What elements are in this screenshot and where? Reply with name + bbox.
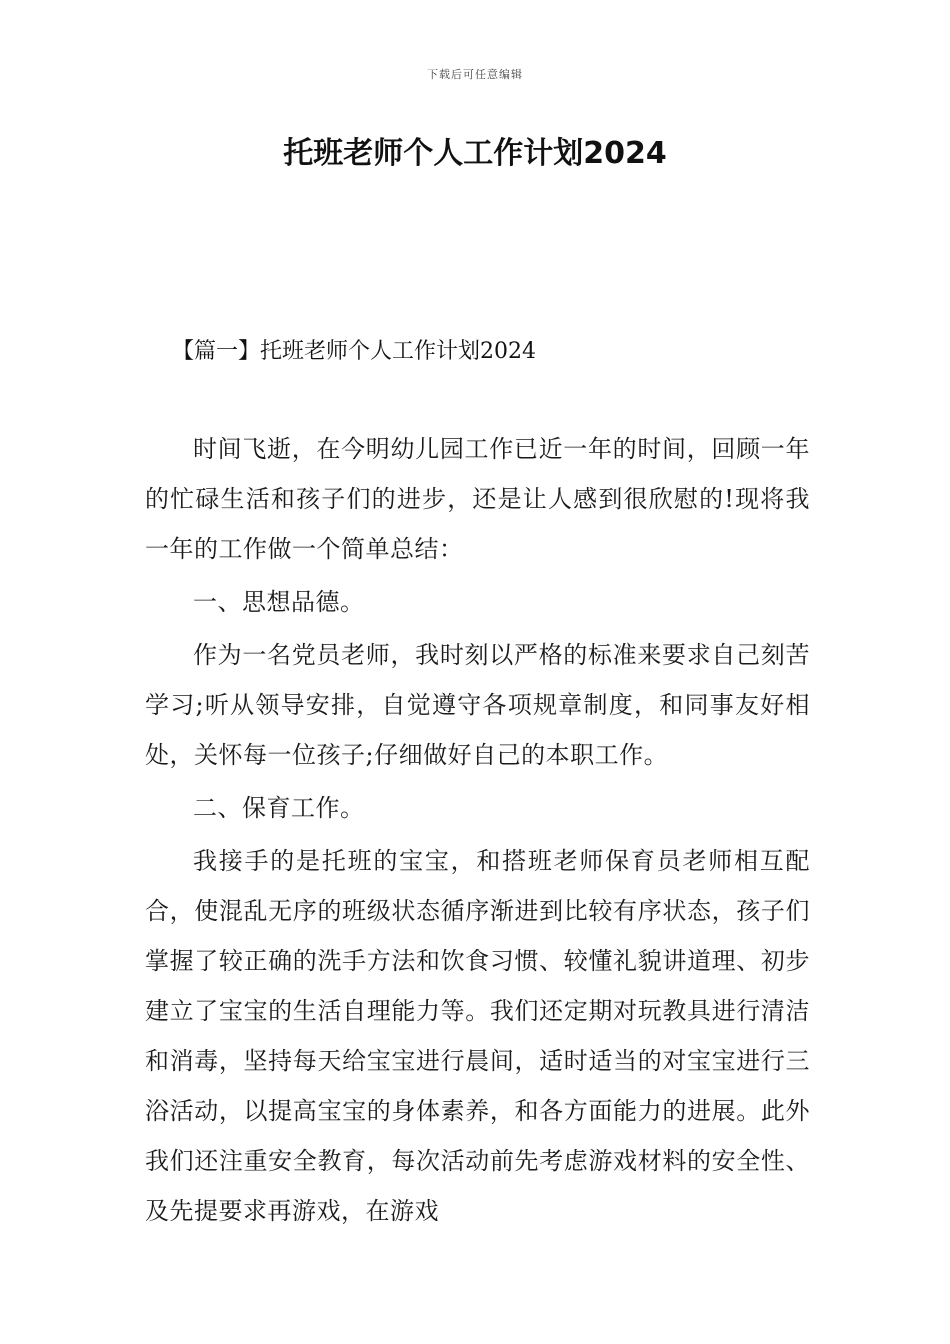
paragraph-intro: 时间飞逝，在今明幼儿园工作已近一年的时间，回顾一年的忙碌生活和孩子们的进步，还是让人感到很欣慰的!现将我一年的工作做一个简单总结： bbox=[145, 435, 810, 563]
paragraph-ideology: 作为一名党员老师，我时刻以严格的标准来要求自己刻苦学习;听从领导安排，自觉遵守各项规章制度，和同事友好相处，关怀每一位孩子;仔细做好自己的本职工作。 bbox=[145, 641, 810, 769]
document-title: 托班老师个人工作计划2024 bbox=[283, 136, 667, 171]
paragraph-care-work: 我接手的是托班的宝宝，和搭班老师保育员老师相互配合，使混乱无序的班级状态循序渐进到比较有序状态，孩子们掌握了较正确的洗手方法和饮食习惯、较懂礼貌讲道理、初步建立了宝宝的生活自理能力等。我们还定期对玩教具进行清洁和消毒，坚持每天给宝宝进行晨间，适时适当的对宝宝进行三浴活动，以提高宝宝的身体素养，和各方面能力的进展。此外我们还注重安全教育，每次活动前先考虑游戏材料的安全性、及先提要求再游戏，在游戏 bbox=[145, 847, 810, 1225]
body-text bbox=[145, 424, 810, 1236]
section-heading: 【篇一】托班老师个人工作计划2024 bbox=[172, 339, 536, 364]
header-note: 下载后可任意编辑 bbox=[427, 68, 523, 81]
subheading-care-work: 二、保育工作。 bbox=[193, 794, 365, 822]
subheading-ideology: 一、思想品德。 bbox=[193, 588, 365, 616]
